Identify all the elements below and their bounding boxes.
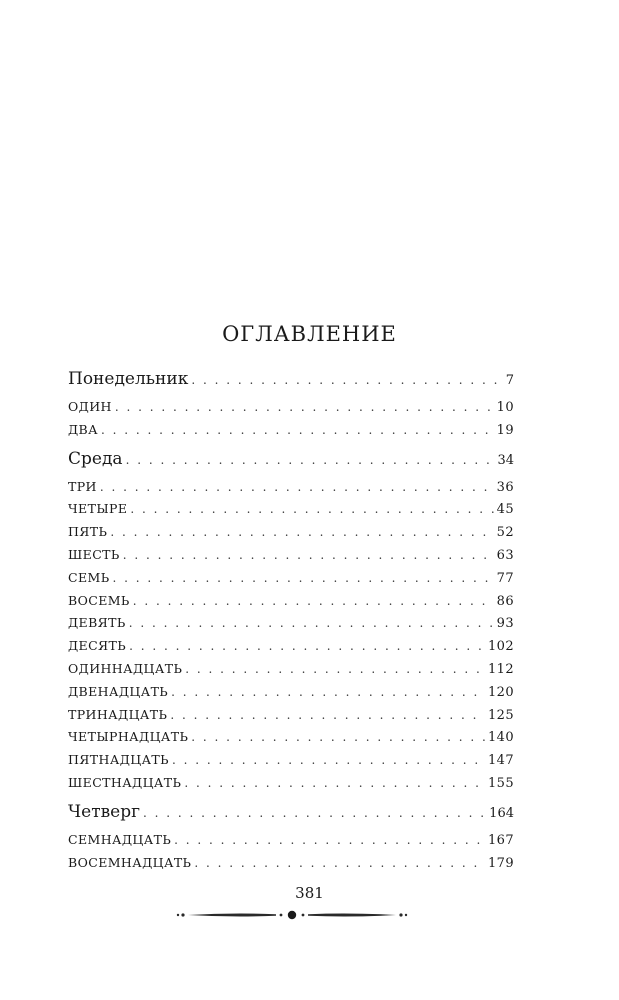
- flourish-divider-icon: [172, 904, 412, 926]
- toc-entry-page: 147: [487, 753, 514, 769]
- toc-entry: [68, 635, 514, 658]
- dot-leader: [110, 521, 493, 544]
- table-of-contents: [68, 366, 514, 874]
- toc-entry: [68, 799, 514, 825]
- toc-entry-label: ТРИ: [68, 478, 97, 494]
- dot-leader: [133, 590, 494, 613]
- toc-entry-label: ДВА: [68, 421, 99, 437]
- toc-entry-label: ОДИННАДЦАТЬ: [68, 660, 183, 676]
- dot-leader: [143, 800, 486, 825]
- page-number: 381: [295, 884, 324, 902]
- toc-entry-label: ЧЕТЫРЕ: [68, 501, 128, 517]
- toc-entry: [68, 567, 514, 590]
- toc-entry: [68, 852, 514, 875]
- toc-entry-page: 179: [487, 855, 514, 871]
- toc-entry-page: 10: [496, 400, 514, 415]
- toc-entry: [68, 658, 514, 681]
- toc-entry: [68, 446, 514, 472]
- toc-entry: [68, 544, 514, 567]
- toc-entry-page: 140: [487, 730, 514, 746]
- dot-leader: [191, 367, 502, 392]
- toc-entry-page: 52: [496, 525, 514, 541]
- toc-entry-label: ПЯТЬ: [68, 524, 108, 540]
- toc-entry: [68, 612, 514, 635]
- toc-entry: [68, 726, 514, 749]
- toc-entry: [68, 476, 514, 499]
- toc-entry-page: 167: [487, 832, 514, 848]
- toc-entry-page: 164: [489, 805, 514, 821]
- toc-entry-label: ВОСЕМЬ: [68, 592, 130, 608]
- toc-entry: [68, 704, 514, 727]
- dot-leader: [170, 704, 485, 727]
- toc-entry-label: ШЕСТЬ: [68, 546, 120, 562]
- toc-entry-label: ПЯТНАДЦАТЬ: [68, 752, 169, 768]
- toc-entry: [68, 829, 514, 852]
- toc-entry: [68, 521, 514, 544]
- toc-entry-page: 63: [496, 547, 514, 563]
- toc-entry-page: 102: [487, 639, 514, 655]
- dot-leader: [113, 567, 494, 590]
- dot-leader: [184, 772, 485, 795]
- toc-entry-page: 36: [496, 479, 514, 495]
- toc-entry-label: ТРИНАДЦАТЬ: [68, 706, 168, 722]
- toc-entry-page: 93: [496, 616, 514, 632]
- toc-entry-label: СЕМНАДЦАТЬ: [68, 831, 172, 847]
- dot-leader: [101, 419, 494, 442]
- dot-leader: [115, 396, 494, 419]
- toc-entry: [68, 396, 514, 419]
- toc-entry-label: ШЕСТНАДЦАТЬ: [68, 774, 182, 790]
- toc-entry-page: 7: [505, 373, 514, 388]
- dot-leader: [191, 726, 485, 749]
- toc-entry-page: 34: [497, 452, 514, 468]
- page-title: ОГЛАВЛЕНИЕ: [222, 322, 397, 346]
- toc-entry-page: 120: [487, 684, 514, 700]
- toc-entry-page: 112: [487, 661, 514, 677]
- toc-entry-label: СЕМЬ: [68, 569, 110, 585]
- dot-leader: [171, 681, 485, 704]
- toc-entry: [68, 366, 514, 392]
- toc-entry-label: Понедельник: [68, 369, 189, 389]
- toc-entry: [68, 419, 514, 442]
- dot-leader: [130, 498, 493, 521]
- toc-entry-label: ДВЕНАДЦАТЬ: [68, 683, 169, 699]
- dot-leader: [129, 635, 485, 658]
- dot-leader: [185, 658, 485, 681]
- toc-entry-page: 155: [487, 775, 514, 791]
- toc-entry: [68, 498, 514, 521]
- toc-entry-label: ВОСЕМНАДЦАТЬ: [68, 854, 192, 870]
- dot-leader: [123, 544, 494, 567]
- toc-entry-label: Среда: [68, 448, 123, 469]
- dot-leader: [129, 612, 494, 635]
- toc-entry-page: 45: [496, 502, 514, 518]
- toc-entry-label: ДЕВЯТЬ: [68, 615, 126, 631]
- toc-entry: [68, 772, 514, 795]
- toc-entry-page: 77: [496, 570, 514, 586]
- toc-entry-label: ОДИН: [68, 399, 112, 414]
- toc-entry-page: 86: [496, 593, 514, 609]
- toc-entry: [68, 681, 514, 704]
- toc-entry-label: ЧЕТЫРНАДЦАТЬ: [68, 729, 189, 745]
- toc-entry-label: ДЕСЯТЬ: [68, 638, 127, 654]
- toc-entry-label: Четверг: [68, 801, 141, 822]
- toc-entry-page: 125: [487, 707, 514, 723]
- toc-entry: [68, 590, 514, 613]
- dot-leader: [126, 447, 495, 472]
- dot-leader: [194, 852, 485, 875]
- dot-leader: [174, 829, 485, 852]
- dot-leader: [172, 749, 485, 772]
- toc-entry: [68, 749, 514, 772]
- toc-entry-page: 19: [496, 422, 514, 438]
- dot-leader: [100, 476, 494, 499]
